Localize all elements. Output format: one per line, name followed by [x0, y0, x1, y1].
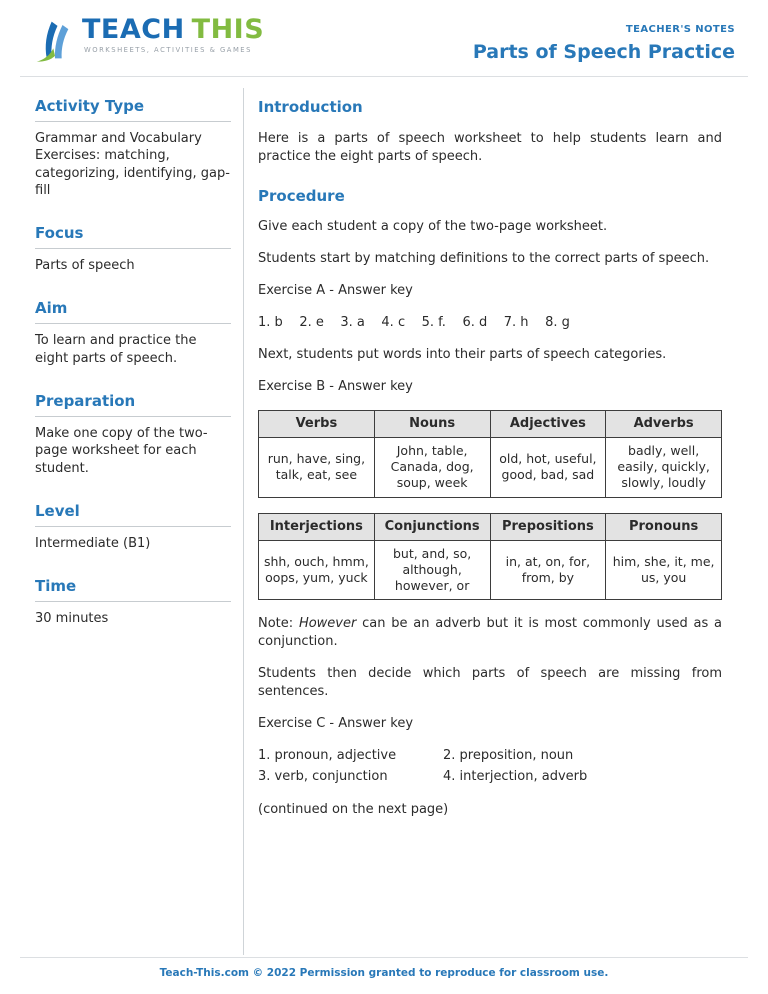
sidebar-heading: Aim — [35, 299, 231, 324]
footer-copyright: Teach-This.com © 2022 Permission granted to reproduce for classroom use. — [159, 967, 609, 979]
note-italic-word: However — [298, 616, 357, 632]
page-footer — [20, 957, 748, 979]
column-header-adjectives: Adjectives — [490, 410, 606, 437]
exercise-b-label: Exercise B - Answer key — [258, 378, 413, 394]
exercise-c-answer-1: 1. pronoun, adjective — [258, 747, 397, 763]
book-logo-icon — [35, 16, 75, 64]
exercise-c-answer-3: 3. verb, conjunction — [258, 768, 388, 784]
introduction-heading: Introduction — [258, 98, 363, 116]
exercise-c-answers — [258, 747, 722, 786]
sidebar-heading: Activity Type — [35, 97, 231, 122]
column-header-pronouns: Pronouns — [606, 513, 722, 540]
logo-word-this: THIS — [191, 14, 265, 45]
continued-note: (continued on the next page) — [258, 801, 449, 817]
table-row — [259, 540, 722, 600]
header — [0, 0, 768, 64]
exercise-c-answer-4: 4. interjection, adverb — [443, 768, 588, 784]
sidebar-heading: Focus — [35, 224, 231, 249]
logo-page-light — [55, 25, 68, 58]
sidebar-body: Intermediate (B1) — [35, 535, 151, 551]
note-prefix: Note: — [258, 616, 299, 632]
table-cell-nouns: John, table, Canada, dog, soup, week — [374, 437, 490, 497]
procedure-paragraph-3: Next, students put words into their parts of speech categories. — [258, 347, 667, 362]
table-cell-prepositions: in, at, on, for, from, by — [490, 540, 606, 600]
column-divider — [243, 88, 244, 955]
main-content — [258, 97, 722, 833]
logo-wordmark — [82, 16, 264, 54]
exercise-c-answer-2: 2. preposition, noun — [443, 747, 574, 763]
sidebar-section-level — [35, 502, 231, 552]
column-header-adverbs: Adverbs — [606, 410, 722, 437]
exercise-b-table-1 — [258, 410, 722, 498]
sidebar-heading: Level — [35, 502, 231, 527]
procedure-paragraph-1: Give each student a copy of the two-page worksheet. — [258, 219, 608, 235]
page-title: Parts of Speech Practice — [472, 41, 735, 63]
sidebar-section-preparation — [35, 392, 231, 477]
table-cell-conjunctions: but, and, so, although, however, or — [374, 540, 490, 600]
sidebar-body: Make one copy of the two-page worksheet for each student. — [35, 425, 208, 476]
column-header-conjunctions: Conjunctions — [374, 513, 490, 540]
table-row — [259, 437, 722, 497]
exercise-a-label: Exercise A - Answer key — [258, 283, 413, 299]
sidebar — [35, 97, 231, 833]
introduction-paragraph: Here is a parts of speech worksheet to help students learn and practice the eight parts of speech. — [258, 130, 722, 164]
column-header-prepositions: Prepositions — [490, 513, 606, 540]
logo-word-teach: TEACH — [82, 14, 185, 45]
header-title-block — [473, 16, 735, 63]
exercise-a-answer-key: 1. b 2. e 3. a 4. c 5. f. 6. d 7. h 8. g — [258, 315, 570, 331]
footer-divider — [20, 957, 748, 958]
sidebar-heading: Time — [35, 577, 231, 602]
table-cell-pronouns: him, she, it, me, us, you — [606, 540, 722, 600]
sidebar-section-activity-type — [35, 97, 231, 199]
table-cell-interjections: shh, ouch, hmm, oops, yum, yuck — [259, 540, 375, 600]
exercise-b-table-2 — [258, 513, 722, 601]
procedure-heading: Procedure — [258, 186, 345, 205]
sidebar-section-focus — [35, 224, 231, 274]
teach-this-logo — [35, 16, 264, 64]
sidebar-body: To learn and practice the eight parts of speech. — [35, 333, 197, 366]
column-header-verbs: Verbs — [259, 410, 375, 437]
procedure-paragraph-4: Students then decide which parts of speech are missing from sentences. — [258, 666, 722, 700]
column-header-nouns: Nouns — [374, 410, 490, 437]
column-header-interjections: Interjections — [259, 513, 375, 540]
procedure-paragraph-2: Students start by matching definitions to the correct parts of speech. — [258, 251, 710, 267]
logo-tagline: WORKSHEETS, ACTIVITIES & GAMES — [84, 46, 252, 54]
sidebar-body: Grammar and Vocabulary Exercises: matching, categorizing, identifying, gap-fill — [35, 131, 230, 198]
sidebar-body: 30 minutes — [35, 611, 109, 627]
table-cell-adjectives: old, hot, useful, good, bad, sad — [490, 437, 606, 497]
sidebar-heading: Preparation — [35, 392, 231, 417]
teachers-notes-label: TEACHER'S NOTES — [625, 24, 735, 35]
table-header-row — [259, 513, 722, 540]
table-header-row — [259, 410, 722, 437]
table-cell-adverbs: badly, well, easily, quickly, slowly, loudly — [606, 437, 722, 497]
note-paragraph — [258, 615, 722, 651]
exercise-c-label: Exercise C - Answer key — [258, 716, 414, 731]
sidebar-body: Parts of speech — [35, 258, 135, 274]
sidebar-section-time — [35, 577, 231, 627]
table-cell-verbs: run, have, sing, talk, eat, see — [259, 437, 375, 497]
sidebar-section-aim — [35, 299, 231, 367]
note-suffix: can be an adverb but it is most commonly used as a conjunction. — [258, 616, 722, 650]
content-columns — [0, 77, 768, 833]
